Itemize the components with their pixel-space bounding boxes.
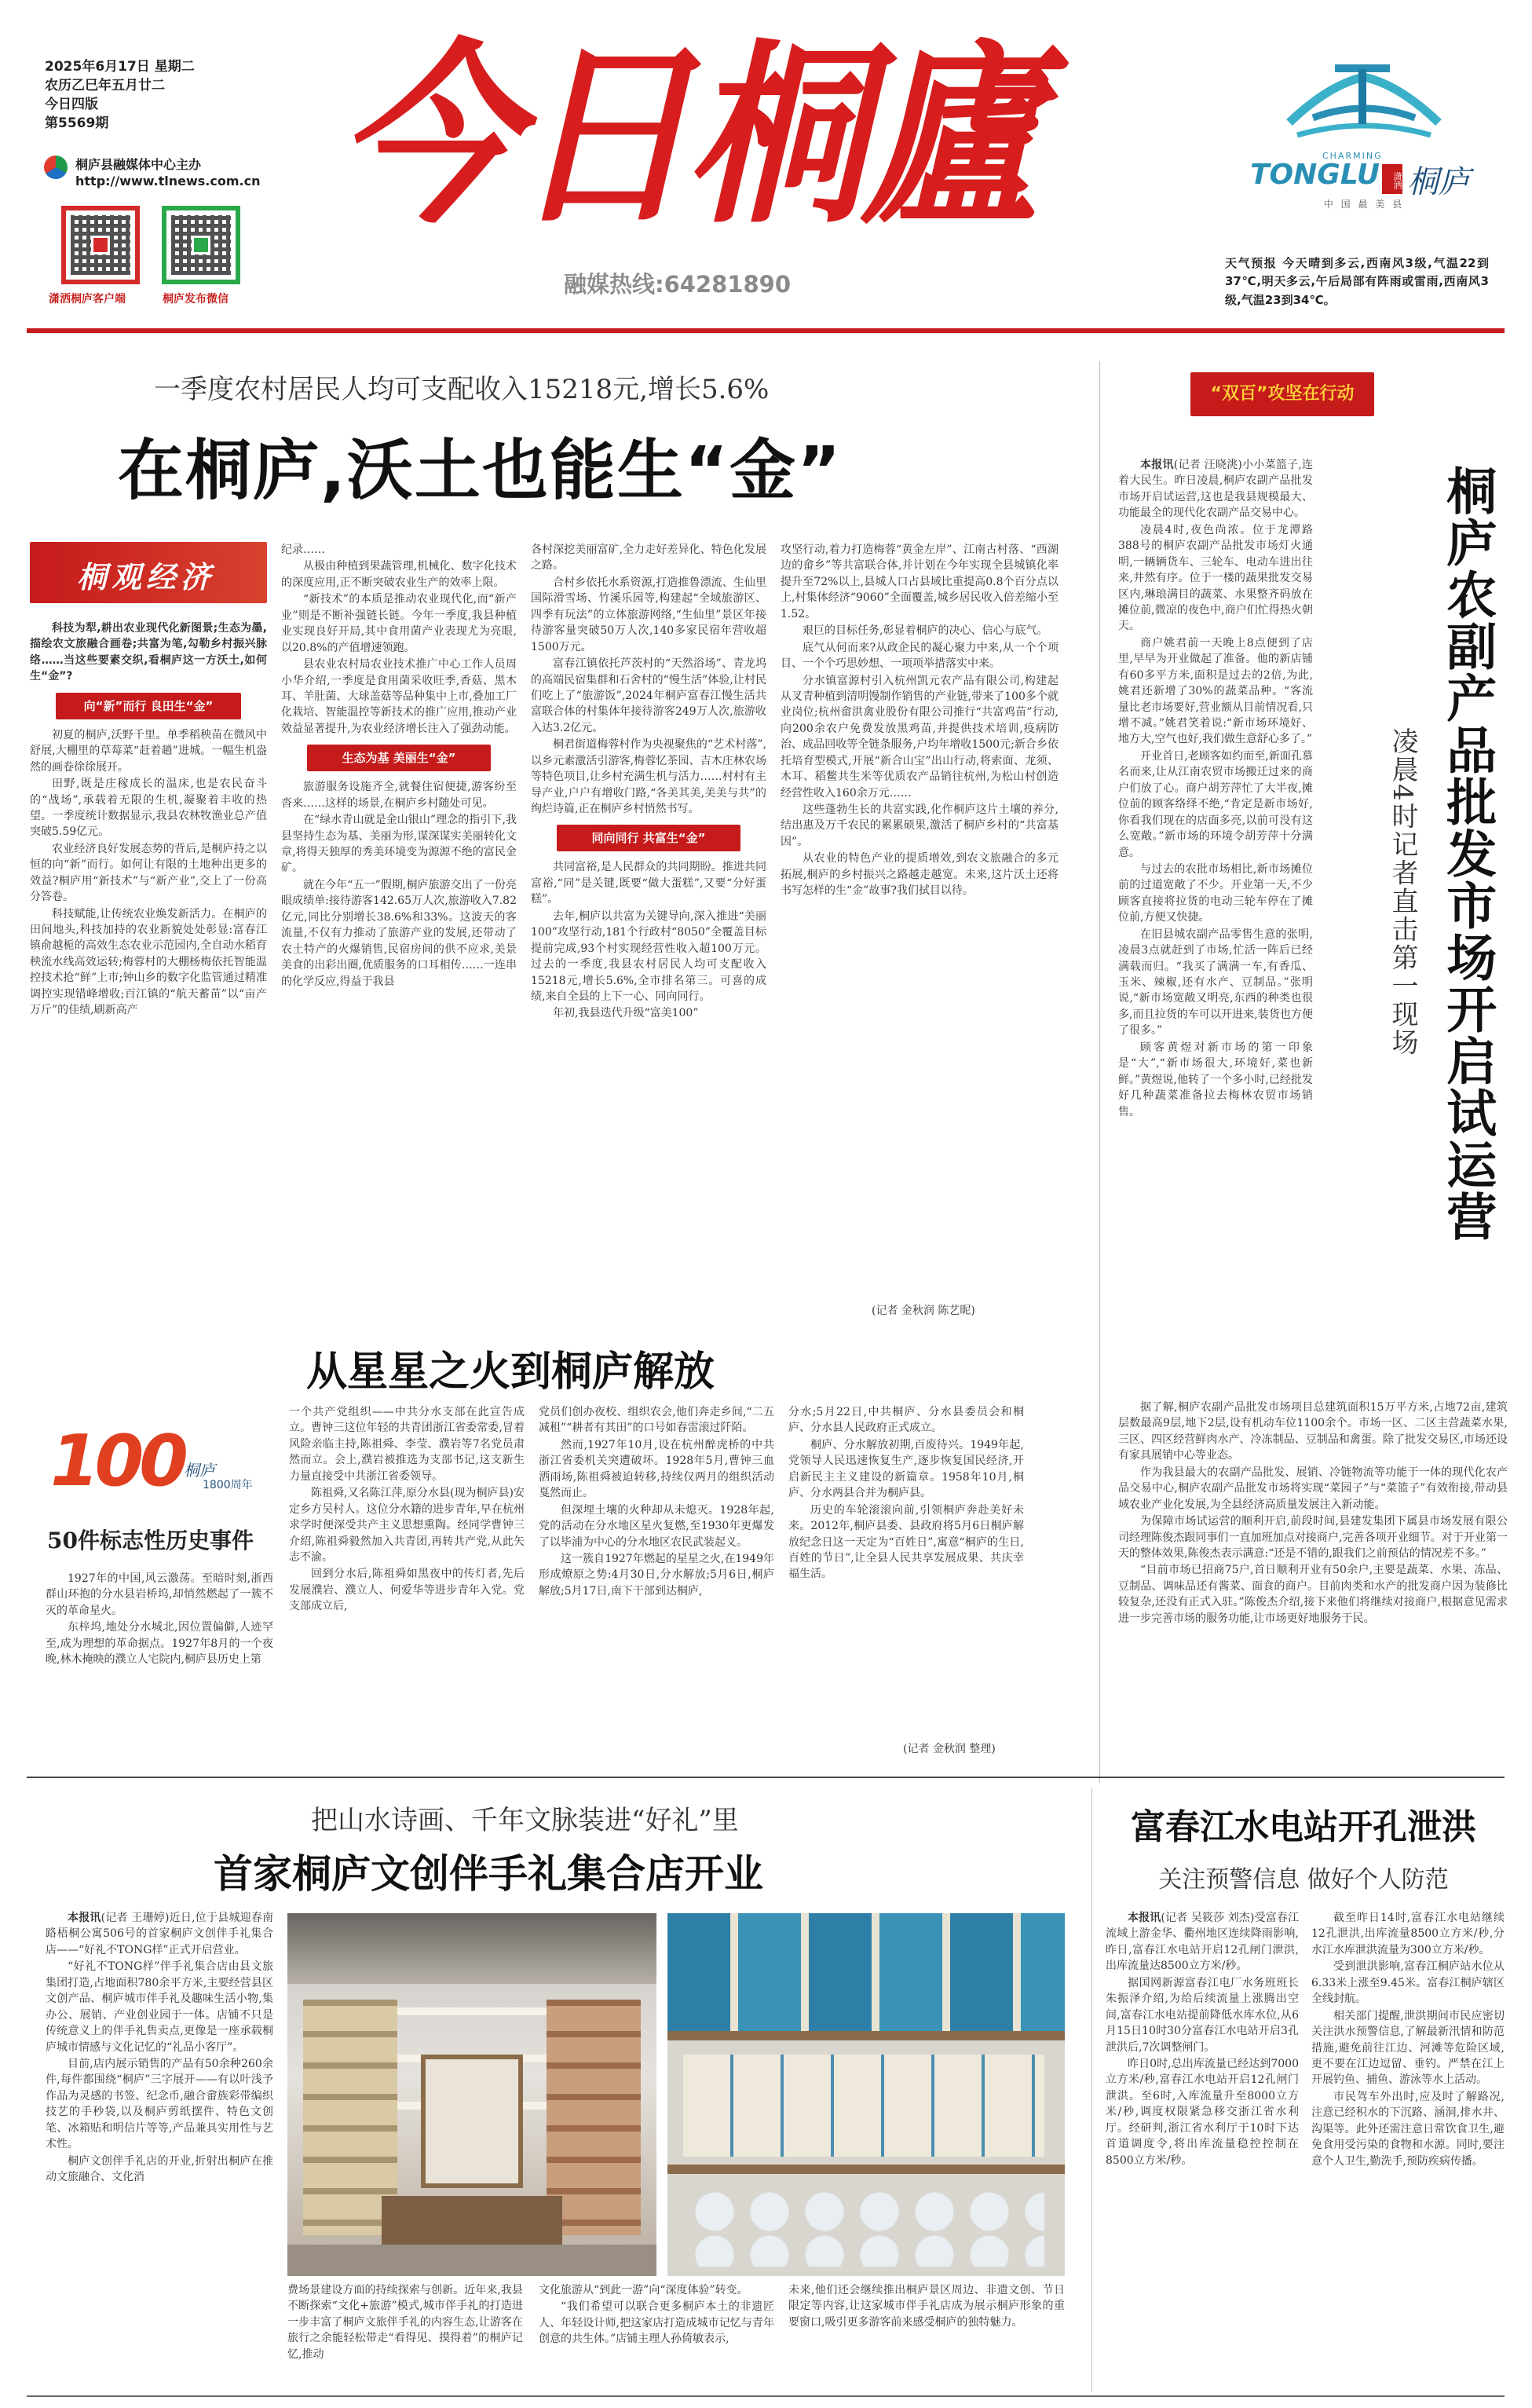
paragraph: 目前,店内展示销售的产品有50余种260余件,每件都围绕“桐庐”三字展开——有以叶浅予作品为灵感的书签、纪念币,融合畲族彩带编织技艺的手秒袋,以及桐庐剪纸摆件、特色文创笔、冰箱贴和明信片等等,产品兼具实用性与艺术性。 — [46, 2057, 273, 2151]
paragraph: 去年,桐庐以共富为关键导向,深入推进“美丽100”攻坚行动,181个行政村“8050”全覆盖目标提前完成,93个村实现经营性收入超100万元。过去的一季度,我县农村居民人均可支配收入15218元,增长5.6%,全市排名第三。可喜的成绩,来自全县的上下一心、同向同行。 — [531, 909, 766, 1003]
lead-intro: 科技为犁,耕出农业现代化新图景;生态为墨,描绘农文旅融合画卷;共富为笔,勾勒乡村振兴脉络……当这些要素交织,看桐庐这一方沃土,如何生“金”? — [30, 622, 267, 683]
tonglu-logo — [1250, 53, 1478, 231]
paragraph: 然而,1927年10月,设在杭州醉虎桥的中共浙江省委机关突遭破坏。1928年5月,曹钟三血洒雨场,陈祖舜被迫转移,持续仅两月的组织活动戛然而止。 — [539, 1438, 774, 1500]
history-column-4 — [788, 1404, 1024, 1734]
newspaper-title: 今日桐廬 — [338, 21, 1035, 251]
paragraph: 昨日0时,总出库流量已经达到7000立方米/秒,富春江水电站开启12孔闸门泄洪。至6时,入库流量升至8000立方米/秒,调度权限紧急移交浙江省水利厅。经研判,浙江省水利厅于10时下达首道调度令,将出库流量稳控控制在8500立方米/秒。 — [1106, 2057, 1299, 2167]
gift-products-photo — [667, 1913, 1065, 2276]
store-lead-tag: 本报讯 — [68, 1912, 101, 1924]
paragraph: 文化旅游从“到此一游”向“深度体验”转变。 — [539, 2284, 748, 2296]
paragraph: 旅游服务设施齐全,就餐住宿便捷,游客纷至沓来……这样的场景,在桐庐乡村随处可见。 — [281, 781, 517, 810]
paragraph: 桐庐、分水解放初期,百废待兴。1949年起,党领导人民迅速恢复生产,逐步恢复国民经济,开启新民主主义建设的新篇章。1958年10月,桐庐、分水两县合并为桐庐县。 — [788, 1438, 1024, 1500]
masthead-rule — [27, 328, 1505, 333]
paragraph: 与过去的农批市场相比,新市场摊位前的过道宽敞了不少。开业第一天,不少顾客直接将拉货的电动三轮车停在了摊位前,方便又快捷。 — [1118, 862, 1313, 924]
paragraph: 底气从何而来?从政企民的凝心聚力中来,从一个个项目、一个个巧思妙想、一项项举措落实中来。 — [781, 641, 1059, 671]
history-headline: 从星星之火到桐庐解放 — [306, 1349, 715, 1396]
paragraph: 商户姚君前一天晚上8点便到了店里,早早为开业做起了准备。他的新店铺有60多平方米,面积是过去的2倍,为此,姚君还新增了30%的蔬菜品种。“客流量比老市场要好,营业额从目前情况看,只增不减。”姚君笑着说:“新市场环境好、地方大,空气也好,我们做生意舒心多了。” — [1118, 636, 1313, 746]
section-divider — [27, 1777, 1505, 1778]
paragraph: 1927年的中国,风云激荡。至暗时刻,浙西群山环抱的分水县岩桥坞,却悄然燃起了一簇不灭的革命星火。 — [46, 1572, 273, 1617]
history-column-2 — [289, 1404, 525, 1762]
logo-country: 中 国 最 美 县 — [1323, 199, 1405, 210]
paragraph: 合村乡依托水系资源,打造推鲁漂流、生仙里国际滑雪场、竹溪乐园等,构建起“全域旅游区、四季有玩法”的立体旅游网络,“生仙里”景区年接待游客量突破50万人次,140多家民宿年营收超1500万元。 — [531, 576, 766, 653]
lead-byline: (记者 金秋润 陈艺昵) — [872, 1305, 975, 1317]
lead-column-2 — [281, 542, 517, 1343]
logo-chinese: 桐庐 — [1407, 164, 1470, 200]
paragraph: 县农业农村局农业技术推广中心工作人员周小华介绍,一季度是食用菌采收旺季,香菇、黑木耳、羊肚菌、大球盖菇等品种集中上市,叠加工厂化栽培、智能温控等新技术的推广应用,推动产业效益显著提升,为农业经济增长注入了强劲动能。 — [281, 658, 517, 735]
centenary-years: 1800周年 — [203, 1479, 253, 1491]
market-lead-author: (记者 汪晓洮) — [1173, 459, 1242, 471]
centenary-number: 100 — [50, 1420, 184, 1502]
paragraph: 作为我县最大的农副产品批发、展销、冷链物流等功能于一体的现代化农产品交易中心,桐庐农副产品批发市场将实现“菜园子”与“菜篮子”有效衔接,带动县域农业产业化发展,为全县经济高质量发展注入新动能。 — [1118, 1466, 1508, 1511]
paragraph: 从农业的特色产业的提质增效,到农文旅融合的多元拓展,桐庐的乡村振兴之路越走越宽。未来,这片沃土还将书写怎样的生“金”故事?我们拭目以待。 — [781, 852, 1059, 898]
history-series: 50件标志性历史事件 — [47, 1528, 254, 1553]
bottom-rule — [27, 2395, 1505, 2397]
store-lead — [46, 1910, 273, 1958]
logo-english: TONGLU — [1250, 159, 1380, 191]
flood-column-2 — [1311, 1910, 1505, 2389]
paragraph: 攻坚行动,着力打造梅蓉“黄金左岸”、江南古村落、“西湖边的畲乡”等共富联合体,并计划在今年实现全县城镇化率提升至72%以上,县城人口占县域比重提高0.8个百分点以上,村集体经济“9060”全面覆盖,城乡居民收入倍差缩小至1.52。 — [781, 543, 1059, 620]
lead-kicker: 一季度农村居民人均可支配收入15218元,增长5.6% — [154, 374, 770, 405]
flood-divider — [1091, 1788, 1092, 2392]
store-column-1 — [46, 1910, 273, 2389]
paragraph: 东梓坞,地处分水城北,因位置偏僻,人迹罕至,成为理想的革命据点。1927年8月的一个夜晚,林木掩映的濮立人宅院内,桐庐县历史上第 — [46, 1621, 273, 1667]
paragraph: 受富春江流域上游金华、衢州地区连续降雨影响,昨日,富春江水电站开启12孔闸门泄洪,出库流量达8500立方米/秒。 — [1106, 1912, 1299, 1973]
bridge-mark-icon — [1282, 53, 1446, 146]
paragraph: 开业首日,老顾客如约而至,新面孔慕名而来,让从江南农贸市场搬迁过来的商户们放了心。商户胡芳萍忙了大半夜,摊位前的顾客络绎不绝,“肯定是新市场好,你看我们现在的店面多亮,以前可没有这么宽敞。”新市场的环境令胡芳萍十分满意。 — [1118, 749, 1313, 859]
paragraph: 截至昨日14时,富春江水电站继续12孔泄洪,出库流量8500立方米/秒,分水江水库泄洪流量为300立方米/秒。 — [1311, 1912, 1505, 1956]
store-kicker: 把山水诗画、千年文脉装进“好礼”里 — [311, 1805, 739, 1836]
paragraph: 未来,他们还会继续推出桐庐景区周边、非遗文创、节日限定等内容,让这家城市伴手礼店成为展示桐庐形象的重要窗口,吸引更多游客前来感受桐庐的独特魅力。 — [788, 2284, 1065, 2329]
paragraph: 这些蓬勃生长的共富实践,化作桐庐这片土壤的养分,结出惠及万千农民的累累硕果,激活了桐庐乡村的“共富基因”。 — [781, 803, 1059, 848]
history-byline: (记者 金秋润 整理) — [903, 1743, 996, 1755]
paragraph: “目前市场已招商75户,首日顺利开业有50余户,主要是蔬菜、水果、冻品、豆制品、调味品还有酱菜、面食的商户。目前肉类和水产的批发商户因为装修比较复杂,还没有正式入驻。”陈俊杰介绍,接下来他们将继续对接商户,根据意见需求进一步完善市场的服务功能,让市场更好地服务于民。 — [1118, 1564, 1508, 1625]
paragraph: 各村深挖美丽富矿,全力走好差异化、特色化发展之路。 — [531, 543, 766, 573]
paragraph: 陈祖舜,又名陈江萍,原分水县(现为桐庐县)安定乡方吴村人。这位分水籍的进步青年,早在杭州求学时便深受共产主义思想熏陶。经同学曹钟三介绍,陈祖舜毅然加入共青团,再转共产党,从此矢志不渝。 — [289, 1487, 525, 1564]
paragraph: 从极由种植到果蔬管理,机械化、数字化技术的深度应用,正不断突破农业生产的效率上限。 — [281, 560, 517, 589]
lead-column-3 — [531, 542, 766, 1343]
paragraph: 顾客黄煜对新市场的第一印象是“大”,“新市场很大,环境好,菜也新鲜。”黄煜说,他转了一个多小时,已经批发好几种蔬菜准备拉去梅林农贸市场销售。 — [1118, 1041, 1313, 1118]
paragraph: 党员们创办夜校、组织农会,他们奔走乡间,“二五减租”“耕者有其田”的口号如春雷滚过阡陌。 — [539, 1406, 774, 1435]
paragraph: 历史的车轮滚滚向前,引领桐庐奔赴美好未来。2012年,桐庐县委、县政府将5月6日桐庐解放纪念日这一天定为“百姓日”,寓意“桐庐的生日,百姓的节日”,让全县人民共享发展成果、共庆幸福生活。 — [788, 1503, 1024, 1581]
market-lead — [1118, 457, 1313, 521]
store-column-2 — [287, 2282, 523, 2389]
market-column-2 — [1118, 1400, 1508, 1777]
paragraph: 就在今年“五一”假期,桐庐旅游交出了一份亮眼成绩单:接待游客142.65万人次,旅游收入7.82亿元,同比分别增长38.6%和33%。这波天的客流量,不仅有力推动了旅游产业的发展,还带动了农土特产的火爆销售,民宿房间的供不应求,美景美食的出彩出圈,优质服务的口耳相传……一连串的化学反应,得益于我县 — [281, 878, 517, 988]
lead-headline: 在桐庐,沃土也能生“金” — [118, 432, 843, 509]
market-lead-tag: 本报讯 — [1140, 459, 1174, 471]
paragraph: 桐庐文创伴手礼店的开业,折射出桐庐在推动文旅融合、文化消 — [46, 2154, 273, 2183]
store-headline: 首家桐庐文创伴手礼集合店开业 — [214, 1851, 763, 1897]
lunar-date: 农历乙巳年五月廿二 — [45, 78, 165, 93]
subhead-3: 同向同行 共富生“金” — [557, 825, 740, 851]
campaign-badge: “双百”攻坚在行动 — [1190, 372, 1374, 416]
centenary-logo-cn: 桐庐 — [184, 1461, 215, 1480]
store-lead-author: (记者 王珊婷) — [101, 1912, 170, 1924]
history-column-1 — [46, 1571, 273, 1759]
flood-headline: 富春江水电站开孔泄洪 — [1131, 1807, 1476, 1847]
logo-badge: 潇洒 — [1382, 164, 1402, 194]
paragraph: 小小菜篮子,连着大民生。昨日凌晨,桐庐农副产品批发市场开启试运营,这也是我县规模最大、功能最全的现代化农副产品交易中心。 — [1118, 459, 1313, 520]
flood-subhead: 关注预警信息 做好个人防范 — [1158, 1866, 1449, 1894]
qr-label-wechat: 桐庐发布微信 — [163, 293, 229, 306]
flood-column-1 — [1106, 1910, 1299, 2389]
paragraph: 分水;5月22日,中共桐庐、分水县委员会和桐庐、分水县人民政府正式成立。 — [788, 1406, 1024, 1435]
history-column-3 — [539, 1404, 774, 1762]
paragraph: 回到分水后,陈祖舜如黑夜中的传灯者,先后发展濮岩、濮立人、何爱华等进步青年入党。党支部成立后, — [289, 1568, 525, 1613]
paragraph: 这一簇自1927年燃起的星星之火,在1949年形成燎原之势:4月30日,分水解放;5月6日,桐庐解放;5月17日,南下干部到达桐庐, — [539, 1552, 774, 1597]
column-divider — [1099, 361, 1100, 1783]
paragraph: 费场景建设方面的持续探索与创新。近年来,我县不断探索“文化+旅游”模式,城市伴手礼的打造进一步丰富了桐庐文旅伴手礼的内容生态,让游客在旅行之余能轻松带走“看得见、摸得着”的桐庐记忆,推动 — [287, 2284, 523, 2361]
paragraph: 凌晨4时,夜色尚浓。位于龙潭路388号的桐庐农副产品批发市场灯火通明,一辆辆货车、三轮车、电动车进出往来,井然有序。位于一楼的蔬果批发交易区内,琳琅满目的蔬菜、水果整齐码放在摊位前,微凉的夜色中,商户们忙得热火朝天。 — [1118, 523, 1313, 633]
website-link[interactable]: http://www.tlnews.com.cn — [75, 174, 261, 188]
paragraph: 在“绿水青山就是金山银山”理念的指引下,我县坚持生态为基、美丽为形,谋深谋实美丽转化文章,将得天独厚的秀美环境变为源源不绝的富民金矿。 — [281, 814, 517, 875]
paragraph: 据了解,桐庐农副产品批发市场项目总建筑面积15万平方米,占地72亩,建筑层数最高9层,地下2层,设有机动车位1100余个。市场一区、二区主营蔬菜水果,三区、四区经营鲜肉水产、冷冻制品、豆制品和禽蛋。除了批发交易区,市场还设有家具展销中心等业态。 — [1118, 1401, 1508, 1462]
lead-column-4 — [781, 542, 1059, 1296]
subhead-2: 生态为基 美丽生“金” — [307, 745, 491, 771]
paragraph: 市民驾车外出时,应及时了解路况,注意已经积水的下沉路、涵洞,排水井、沟渠等。此外还需注意日常饮食卫生,避免食用受污染的食物和水源。同时,要注意个人卫生,勤洗手,预防疾病传播。 — [1311, 2090, 1505, 2168]
logo-charming: CHARMING — [1322, 151, 1383, 161]
paragraph: 初夏的桐庐,沃野千里。单季稻秧苗在微风中舒展,大棚里的草莓菜“赶着趟”进城。一幅生机盎然的画卷徐徐展开。 — [30, 728, 267, 774]
paragraph: 一个共产党组织——中共分水支部在此宣告成立。曹钟三这位年轻的共青团浙江省委常委,冒着风险亲临主持,陈祖舜、李莹、濮岩等7名党员肃然而立。会上,濮岩被推选为支部书记,这支新生力量直接受中共浙江省委领导。 — [289, 1406, 525, 1483]
hotline: 融媒热线:64281890 — [564, 271, 792, 298]
paragraph: 纪录…… — [281, 543, 325, 556]
paragraph: 桐君街道梅蓉村作为央视聚焦的“艺术村落”,以乡元素激活引游客,梅蓉忆茶园、吉木庄林农场等特色项目,让乡村充满生机与活力……村村有主导产业,户户有增收门路,“各美其美,美美与共”的绚烂诗篇,正在桐庐乡村悄然书写。 — [531, 738, 766, 815]
market-subhead: 凌晨4时记者直击第一现场 — [1387, 727, 1418, 1057]
media-center-logo-icon — [44, 156, 68, 179]
masthead — [0, 0, 1532, 338]
market-headline: 桐庐农副产品批发市场开启试运营 — [1438, 465, 1497, 1242]
centenary-logo — [46, 1420, 273, 1514]
page-count: 今日四版 — [45, 97, 98, 112]
paragraph: 共同富裕,是人民群众的共同期盼。推进共同富裕,“同”是关键,既要“做大蛋糕”,又要“分好蛋糕”。 — [531, 861, 766, 906]
store-column-4 — [788, 2282, 1065, 2389]
paragraph: 近日,位于县城迎春南路梧桐公寓506号的首家桐庐文创伴手礼集合店——“好礼不TONG样”正式开启营业。 — [46, 1912, 273, 1956]
qr-code-client[interactable] — [61, 206, 140, 284]
lead-column-1 — [30, 620, 267, 1343]
date-line: 2025年6月17日 星期二 — [45, 59, 195, 75]
flood-lead-author: (记者 吴筱莎 刘杰) — [1161, 1912, 1255, 1924]
paragraph: 艰巨的目标任务,彰显着桐庐的决心、信心与底气。 — [803, 624, 1048, 638]
market-column-1 — [1118, 457, 1313, 1400]
subhead-1: 向“新”而行 良田生“金” — [56, 693, 241, 719]
paragraph: 富春江镇依托芦茨村的“天然浴场”、青龙坞的高端民宿集群和石舍村的“慢生活”体验,让村民们吃上了“旅游饭”,2024年桐庐富春江慢生活共富联合体的村集体年接待游客249万人次,旅游收入达3.2亿元。 — [531, 657, 766, 734]
issue-number: 第5569期 — [45, 115, 109, 131]
paragraph: 分水镇富源村引入杭州凯元农产品有限公司,构建起从叉青种植到清明馒制作销售的产业链,带来了100多个就业岗位;杭州畲洪禽业股份有限公司推行“共富鸡苗”行动,向200余农户免费发放黑鸡苗,并提供技术培训,疫病防治、成品回收等全链条服务,户均年增收1500元;新合乡依托培育型模式,开展“新合山宝”出山行动,将索面、龙须、木耳、稻鳖共生米等优质农产品销往杭州,为松山村创造经营性收入160余万元…… — [781, 674, 1059, 800]
store-interior-photo — [287, 1913, 656, 2276]
paragraph: 科技赋能,让传统农业焕发新活力。在桐庐的田间地头,科技加持的农业新貌处处彰显:富春江镇俞越栀的高效生态农业示范园内,全自动水稻育秧流水线高效运转;梅蓉村的大棚杨梅依托智能温控技术抢“鲜”上市;钟山乡的数字化监管通过精准调控实现错峰增收;百江镇的“航天蓄苗”以“亩产万斤”的佳绩,刷新高产 — [30, 907, 267, 1017]
paragraph: 受到泄洪影响,富春江桐庐站水位从6.33米上涨至9.45米。富春江桐庐辖区全线封航。 — [1311, 1960, 1505, 2006]
paragraph: 农业经济良好发展态势的背后,是桐庐持之以恒的向“新”而行。如何让有限的土地种出更多的效益?桐庐用“新技术”与“新产业”,交上了一份高分答卷。 — [30, 842, 267, 904]
qr-code-wechat[interactable] — [162, 206, 240, 284]
paragraph: 年初,我县迭代升级“富美100” — [553, 1007, 699, 1020]
paragraph: “我们希望可以联合更多桐庐本土的非遗匠人、年轻设计师,把这家店打造成城市记忆与青年创意的共生体。”店铺主理人孙倚敏表示, — [539, 2300, 774, 2346]
paragraph: 相关部门提醒,泄洪期间市民应密切关注洪水预警信息,了解最新汛情和防范措施,避免前往江边、河滩等危险区域,更不要在江边逗留、垂钓。严禁在江上开展钓鱼、捕鱼、游泳等水上活动。 — [1311, 2009, 1505, 2087]
paragraph: 为保障市场试运营的顺利开启,前段时间,县建发集团下属县市场发展有限公司经理陈俊杰跟同事们一直加班加点对接商户,完善各项开业细节。对于开业第一天的整体效果,陈俊杰表示满意:“还是不错的,跟我们之前预估的情况差不多。” — [1118, 1515, 1508, 1560]
qr-label-client: 潇洒桐庐客户端 — [49, 293, 126, 306]
flood-lead-tag: 本报讯 — [1128, 1912, 1161, 1924]
flood-lead — [1106, 1910, 1299, 1974]
paragraph: “好礼不TONG样”伴手礼集合店由县文旅集团打造,占地面积780余平方米,主要经营县区文创产品、桐庐城市伴手礼及趣味生活小物,集办公、展销、产业创业园于一体。店铺不只是传统意义上的伴手礼售卖点,更像是一座承载桐庐城市情感与文化记忆的“礼品小客厅”。 — [46, 1960, 273, 2054]
paragraph: 在旧县城农副产品零售生意的张明,凌晨3点就赶到了市场,忙活一阵后已经满载而归。“我买了满满一车,有香瓜、玉米、辣椒,还有水产、豆制品。”张明说,“新市场宽敞又明亮,东西的种类也很多,而且拉货的车可以开进来,装货也方便了很多。” — [1118, 928, 1313, 1037]
paragraph: 田野,既是庄稼成长的温床,也是农民奋斗的“战场”,承载着无限的生机,凝聚着丰收的热望。一季度统计数据显示,我县农林牧渔业总产值突破5.59亿元。 — [30, 778, 267, 839]
paragraph: “新技术”的本质是推动农业现代化,而“新产业”则是不断补强链长链。今年一季度,我县种植业实现良好开局,其中食用菌产业表现尤为亮眼,以20.8%的产值增速领跑。 — [281, 593, 517, 654]
weather-forecast: 天气预报 今天晴到多云,西南风3级,气温22到37℃,明天多云,午后局部有阵雨或雷雨,西南风3级,气温23到34℃。 — [1225, 256, 1489, 307]
paragraph: 据国网新源富春江电厂水务班班长朱振泽介绍,为给后续流量上涨腾出空间,富春江水电站提前降低水库水位,从6月15日10时30分富春江水电站开启3孔泄洪后,7次调整闸门。 — [1106, 1976, 1299, 2054]
paragraph: 但深埋土壤的火种却从未熄灭。1928年起,党的活动在分水地区星火复燃,至1930年更爆发了以毕浦为中心的分水地区农民武装起义。 — [539, 1503, 774, 1549]
publisher-line: 桐庐县融媒体中心主办 — [75, 157, 202, 172]
column-badge — [30, 542, 267, 603]
store-column-3 — [539, 2282, 774, 2389]
column-badge-label: 桐观经济 — [77, 559, 216, 595]
